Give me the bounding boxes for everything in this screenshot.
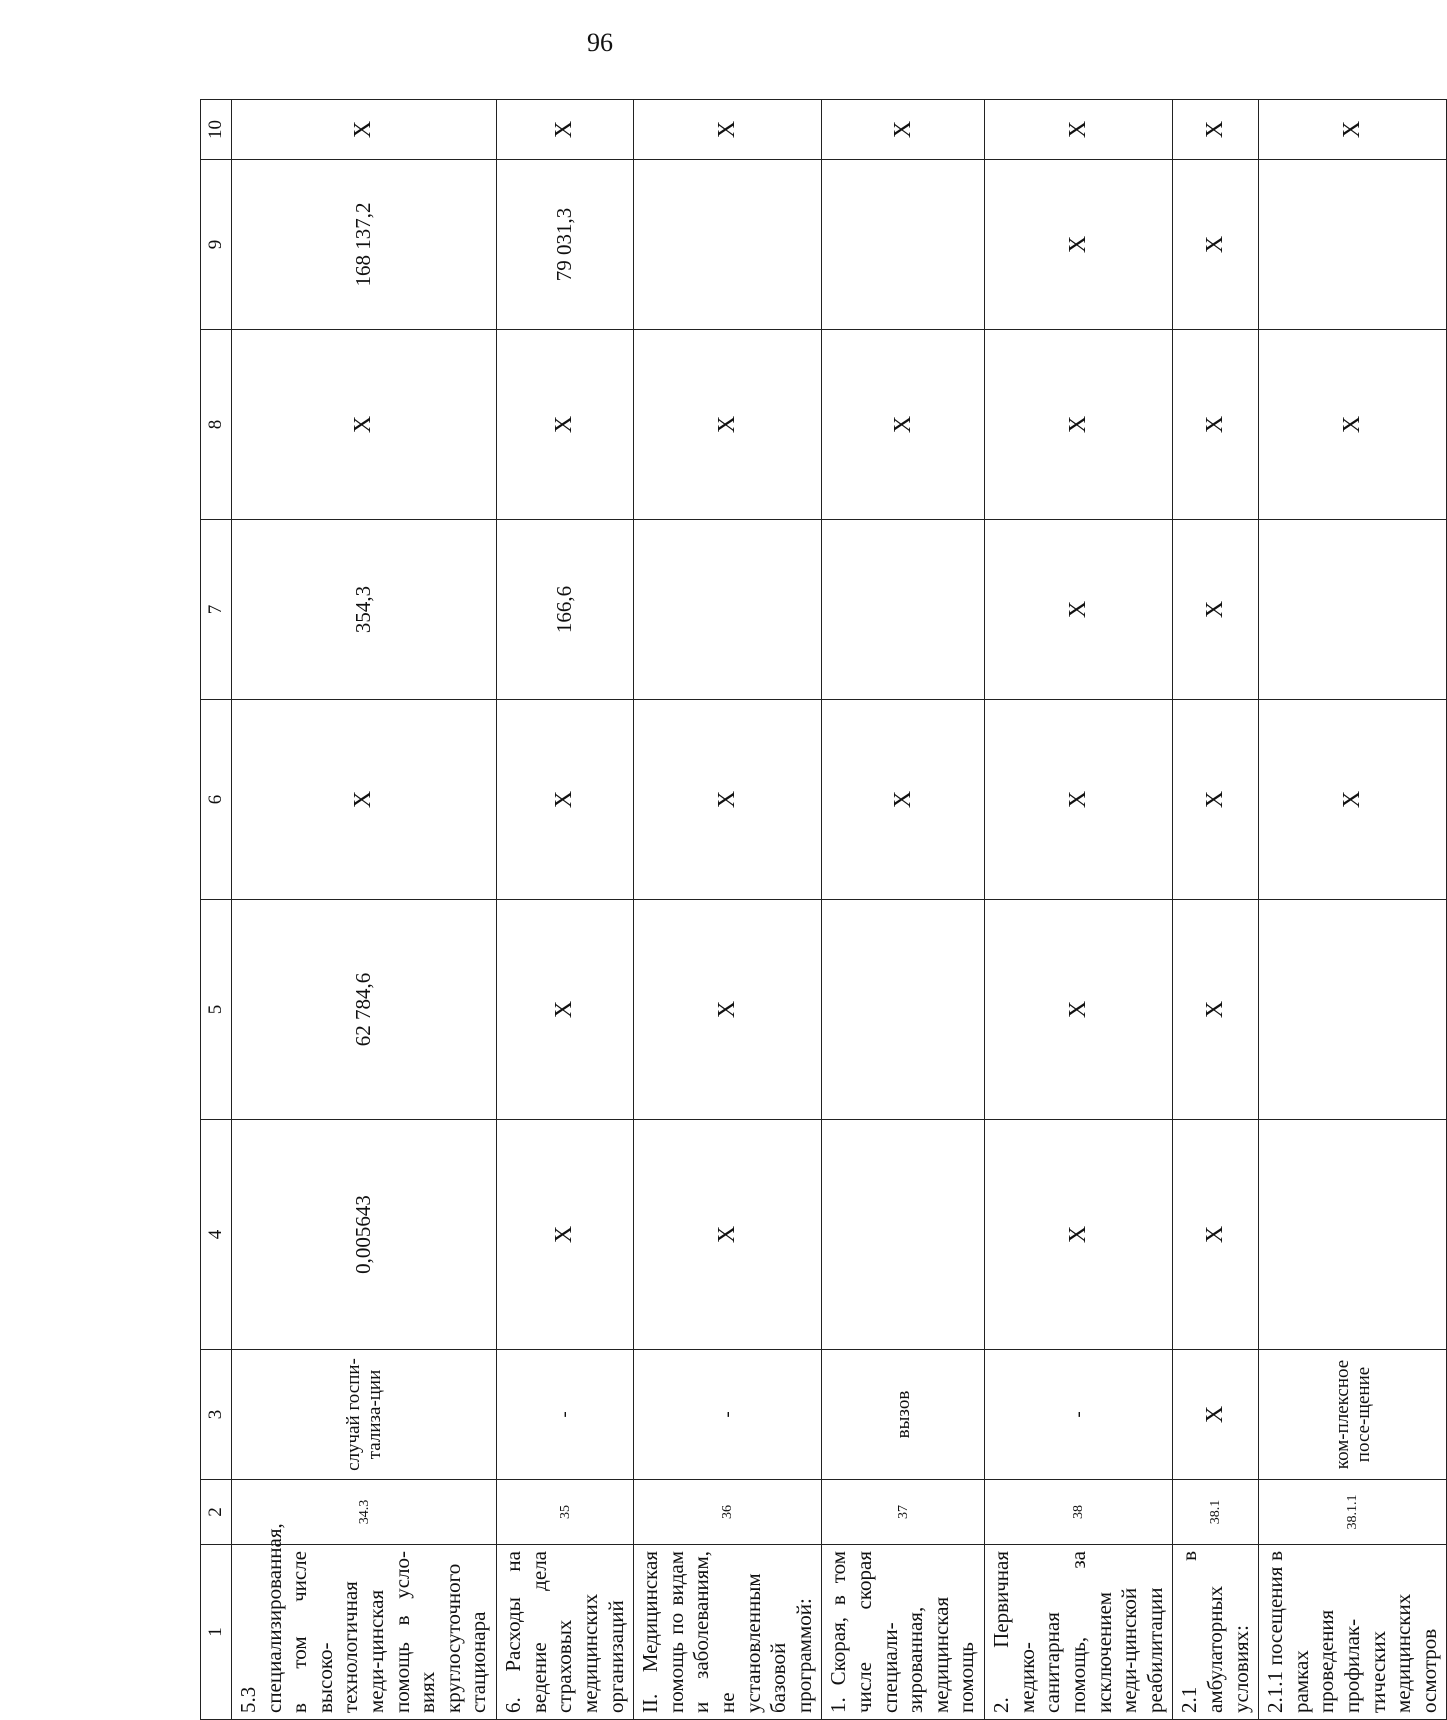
table-cell: 36 xyxy=(634,1480,822,1545)
table-cell: X xyxy=(497,700,634,900)
table-cell xyxy=(822,520,985,700)
row-label-cell: 5.3 специализированная, в том числе высоко-технологичная меди-цинская помощь в усло-виях круглосуточного стационара xyxy=(232,1545,497,1720)
table-row xyxy=(1259,100,1447,1720)
row-label-cell: 1. Скорая, в том числе скорая специали-зированная, медицинская помощь xyxy=(822,1545,985,1720)
header-cell: 2 xyxy=(201,1480,232,1545)
table-cell: X xyxy=(1173,1350,1259,1480)
table-cell: - xyxy=(497,1350,634,1480)
table-row xyxy=(232,100,497,1720)
header-cell: 1 xyxy=(201,1545,232,1720)
table-cell: 34.3 xyxy=(232,1480,497,1545)
table-cell xyxy=(634,520,822,700)
table-cell: X xyxy=(634,700,822,900)
table-row xyxy=(822,100,985,1720)
row-label-cell: 2.1 в амбулаторных условиях: xyxy=(1173,1545,1259,1720)
header-cell: 9 xyxy=(201,160,232,330)
table-cell: 37 xyxy=(822,1480,985,1545)
table-cell: 35 xyxy=(497,1480,634,1545)
header-cell: 10 xyxy=(201,100,232,160)
table-cell: 62 784,6 xyxy=(232,900,497,1120)
table-cell xyxy=(1259,520,1447,700)
table-cell: X xyxy=(985,100,1173,160)
table-cell: X xyxy=(497,100,634,160)
table-cell: 166,6 xyxy=(497,520,634,700)
table-cell: 354,3 xyxy=(232,520,497,700)
financing-table xyxy=(200,99,1447,1720)
table-cell: X xyxy=(822,700,985,900)
table-cell xyxy=(822,1120,985,1350)
table-cell xyxy=(1259,160,1447,330)
table-header-row xyxy=(201,100,232,1720)
row-label-cell: 2.1.1 посещения в рамках проведения профилак-тических медицинских осмотров xyxy=(1259,1545,1447,1720)
table-cell: случай госпи-тализа-ции xyxy=(232,1350,497,1480)
table-cell: 38 xyxy=(985,1480,1173,1545)
table-cell: X xyxy=(985,160,1173,330)
table-cell xyxy=(1259,900,1447,1120)
table-cell xyxy=(634,160,822,330)
table-cell xyxy=(822,160,985,330)
table-row xyxy=(634,100,822,1720)
table-cell: X xyxy=(1259,330,1447,520)
table-row xyxy=(985,100,1173,1720)
table-cell: X xyxy=(822,100,985,160)
table-cell: X xyxy=(985,700,1173,900)
table-cell: - xyxy=(634,1350,822,1480)
table-cell: X xyxy=(1259,700,1447,900)
table-cell: - xyxy=(985,1350,1173,1480)
row-label-cell: 2. Первичная медико-санитарная помощь, за исключением меди-цинской реабилитации xyxy=(985,1545,1173,1720)
table-cell xyxy=(1259,1120,1447,1350)
table-cell: X xyxy=(232,330,497,520)
table-cell: X xyxy=(985,520,1173,700)
row-label-cell: II. Медицинская помощь по видам и заболеваниям, не установленным базовой программой: xyxy=(634,1545,822,1720)
table-cell: X xyxy=(634,900,822,1120)
table-body xyxy=(201,100,1447,1720)
table-cell: X xyxy=(1173,900,1259,1120)
table-cell: 168 137,2 xyxy=(232,160,497,330)
table-cell: X xyxy=(1173,330,1259,520)
table-cell: X xyxy=(497,330,634,520)
table-cell: X xyxy=(634,100,822,160)
header-cell: 8 xyxy=(201,330,232,520)
table-cell: X xyxy=(1173,100,1259,160)
table-cell: X xyxy=(1173,520,1259,700)
header-cell: 3 xyxy=(201,1350,232,1480)
table-cell: 0,005643 xyxy=(232,1120,497,1350)
table-cell: X xyxy=(497,1120,634,1350)
table-cell: X xyxy=(232,100,497,160)
table-cell: X xyxy=(232,700,497,900)
table-cell: X xyxy=(1173,700,1259,900)
table-cell: X xyxy=(985,900,1173,1120)
table-cell: X xyxy=(985,330,1173,520)
table-row xyxy=(497,100,634,1720)
table-cell: X xyxy=(985,1120,1173,1350)
header-cell: 6 xyxy=(201,700,232,900)
table-row xyxy=(1173,100,1259,1720)
header-cell: 7 xyxy=(201,520,232,700)
table-cell: 79 031,3 xyxy=(497,160,634,330)
header-cell: 4 xyxy=(201,1120,232,1350)
header-cell: 5 xyxy=(201,900,232,1120)
table-cell: X xyxy=(1173,160,1259,330)
table-cell: 38.1 xyxy=(1173,1480,1259,1545)
table-cell: вызов xyxy=(822,1350,985,1480)
table-cell xyxy=(822,900,985,1120)
table-cell: 38.1.1 xyxy=(1259,1480,1447,1545)
rotated-table-container xyxy=(200,100,1441,1720)
table-cell: X xyxy=(822,330,985,520)
row-label-cell: 6. Расходы на ведение дела страховых медицинских организаций xyxy=(497,1545,634,1720)
table-cell: ком-плексное посе-щение xyxy=(1259,1350,1447,1480)
table-cell: X xyxy=(1173,1120,1259,1350)
table-cell: X xyxy=(1259,100,1447,160)
table-cell: X xyxy=(497,900,634,1120)
page-number: 96 xyxy=(587,28,613,57)
table-cell: X xyxy=(634,330,822,520)
table-cell: X xyxy=(634,1120,822,1350)
